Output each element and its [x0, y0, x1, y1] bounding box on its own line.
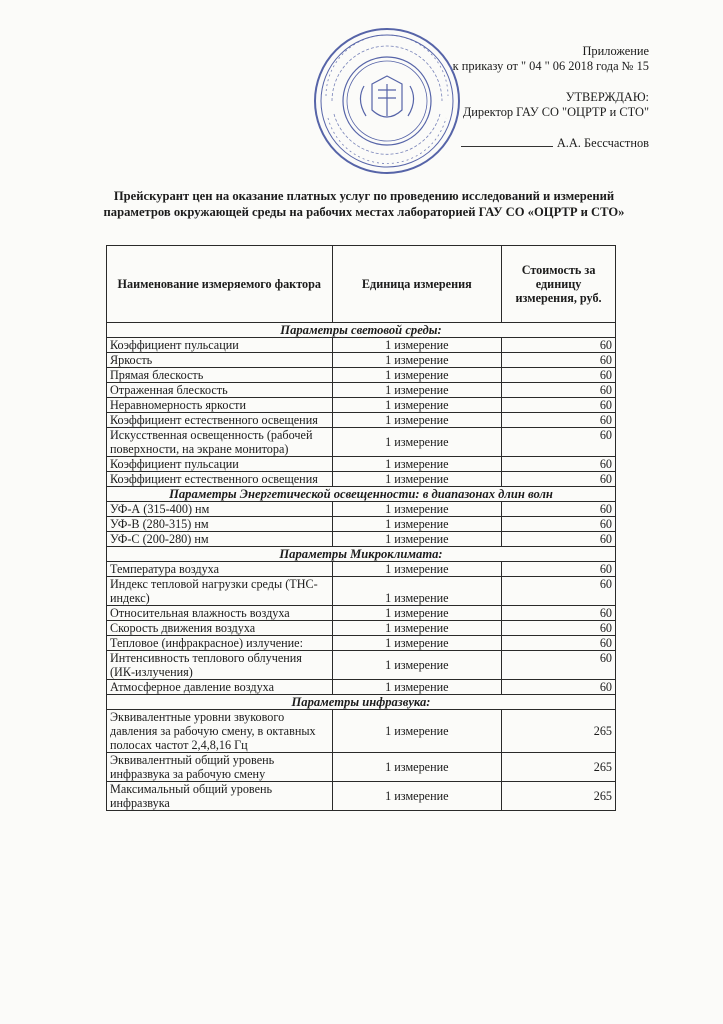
factor-cell: Неравномерность яркости [107, 398, 333, 413]
factor-cell: Коэффициент естественного освещения [107, 413, 333, 428]
table-row [107, 368, 616, 383]
unit-cell: 1 измерение [332, 502, 502, 517]
table-row [107, 413, 616, 428]
unit-cell: 1 измерение [332, 517, 502, 532]
factor-cell: Интенсивность теплового облучения (ИК-излучения) [107, 651, 333, 680]
price-cell: 265 [502, 782, 616, 811]
factor-cell: Тепловое (инфракрасное) излучение: [107, 636, 333, 651]
header-unit: Единица измерения [332, 246, 502, 323]
section-row [107, 695, 616, 710]
price-cell: 60 [502, 532, 616, 547]
table-row [107, 782, 616, 811]
unit-cell: 1 измерение [332, 428, 502, 457]
unit-cell: 1 измерение [332, 338, 502, 353]
table-row [107, 710, 616, 753]
table-row [107, 398, 616, 413]
price-cell: 60 [502, 636, 616, 651]
price-cell: 60 [502, 368, 616, 383]
header-factor: Наименование измеряемого фактора [107, 246, 333, 323]
factor-cell: Максимальный общий уровень инфразвука [107, 782, 333, 811]
header-price: Стоимость за единицу измерения, руб. [502, 246, 616, 323]
table-row [107, 636, 616, 651]
approval-header [229, 44, 649, 151]
price-cell: 60 [502, 502, 616, 517]
unit-cell: 1 измерение [332, 353, 502, 368]
unit-cell: 1 измерение [332, 562, 502, 577]
section-title: Параметры инфразвука: [107, 695, 616, 710]
table-row [107, 472, 616, 487]
unit-cell: 1 измерение [332, 532, 502, 547]
factor-cell: Прямая блескость [107, 368, 333, 383]
unit-cell: 1 измерение [332, 680, 502, 695]
unit-cell: 1 измерение [332, 368, 502, 383]
section-title: Параметры Энергетической освещенности: в диапазонах длин волн [107, 487, 616, 502]
price-cell: 60 [502, 621, 616, 636]
factor-cell: Эквивалентные уровни звукового давления за рабочую смену, в октавных полосах частот 2,4,8,16 Гц [107, 710, 333, 753]
price-cell: 60 [502, 353, 616, 368]
signature-line [229, 136, 649, 151]
section-title: Параметры световой среды: [107, 323, 616, 338]
approve-label: УТВЕРЖДАЮ: [565, 90, 649, 104]
unit-cell: 1 измерение [332, 577, 502, 606]
signature-blank [461, 146, 553, 147]
price-cell: 60 [502, 517, 616, 532]
price-cell: 60 [502, 651, 616, 680]
unit-cell: 1 измерение [332, 606, 502, 621]
factor-cell: УФ-В (280-315) нм [107, 517, 333, 532]
table-row [107, 428, 616, 457]
price-cell: 60 [502, 383, 616, 398]
price-cell: 60 [502, 472, 616, 487]
price-cell: 60 [502, 413, 616, 428]
table-row [107, 502, 616, 517]
table-row [107, 680, 616, 695]
factor-cell: Отраженная блескость [107, 383, 333, 398]
table-row [107, 651, 616, 680]
price-cell: 60 [502, 606, 616, 621]
unit-cell: 1 измерение [332, 710, 502, 753]
appendix-label: Приложение [582, 44, 649, 58]
price-cell: 265 [502, 710, 616, 753]
factor-cell: Искусственная освещенность (рабочей поверхности, на экране монитора) [107, 428, 333, 457]
unit-cell: 1 измерение [332, 636, 502, 651]
table-body [107, 323, 616, 811]
price-cell: 60 [502, 428, 616, 457]
section-row [107, 323, 616, 338]
table-row [107, 338, 616, 353]
table-row [107, 562, 616, 577]
factor-cell: Скорость движения воздуха [107, 621, 333, 636]
price-table [106, 245, 616, 811]
signer-name: А.А. Бессчастнов [556, 136, 649, 150]
factor-cell: Коэффициент естественного освещения [107, 472, 333, 487]
unit-cell: 1 измерение [332, 782, 502, 811]
price-cell: 60 [502, 562, 616, 577]
unit-cell: 1 измерение [332, 413, 502, 428]
section-row [107, 547, 616, 562]
unit-cell: 1 измерение [332, 651, 502, 680]
table-row [107, 383, 616, 398]
unit-cell: 1 измерение [332, 457, 502, 472]
table-row [107, 606, 616, 621]
order-reference: к приказу от " 04 " 06 2018 года № 15 [452, 59, 649, 73]
factor-cell: Атмосферное давление воздуха [107, 680, 333, 695]
price-cell: 265 [502, 753, 616, 782]
price-cell: 60 [502, 577, 616, 606]
table-row [107, 517, 616, 532]
table-row [107, 753, 616, 782]
section-row [107, 487, 616, 502]
factor-cell: УФ-А (315-400) нм [107, 502, 333, 517]
factor-cell: УФ-С (200-280) нм [107, 532, 333, 547]
factor-cell: Относительная влажность воздуха [107, 606, 333, 621]
factor-cell: Индекс тепловой нагрузки среды (ТНС-индекс) [107, 577, 333, 606]
factor-cell: Эквивалентный общий уровень инфразвука за рабочую смену [107, 753, 333, 782]
table-row [107, 457, 616, 472]
table-header-row [107, 246, 616, 323]
document-title: Прейскурант цен на оказание платных услуг по проведению исследований и измерений параметров окружающей среды на рабочих местах лабораторией ГАУ СО «ОЦРТР и СТО» [103, 189, 625, 219]
factor-cell: Коэффициент пульсации [107, 338, 333, 353]
table-row [107, 621, 616, 636]
director-title: Директор ГАУ СО "ОЦРТР и СТО" [462, 105, 649, 119]
factor-cell: Температура воздуха [107, 562, 333, 577]
unit-cell: 1 измерение [332, 383, 502, 398]
unit-cell: 1 измерение [332, 472, 502, 487]
unit-cell: 1 измерение [332, 621, 502, 636]
unit-cell: 1 измерение [332, 398, 502, 413]
table-row [107, 577, 616, 606]
factor-cell: Яркость [107, 353, 333, 368]
price-cell: 60 [502, 338, 616, 353]
section-title: Параметры Микроклимата: [107, 547, 616, 562]
price-cell: 60 [502, 457, 616, 472]
factor-cell: Коэффициент пульсации [107, 457, 333, 472]
price-cell: 60 [502, 398, 616, 413]
unit-cell: 1 измерение [332, 753, 502, 782]
table-row [107, 532, 616, 547]
table-row [107, 353, 616, 368]
price-cell: 60 [502, 680, 616, 695]
